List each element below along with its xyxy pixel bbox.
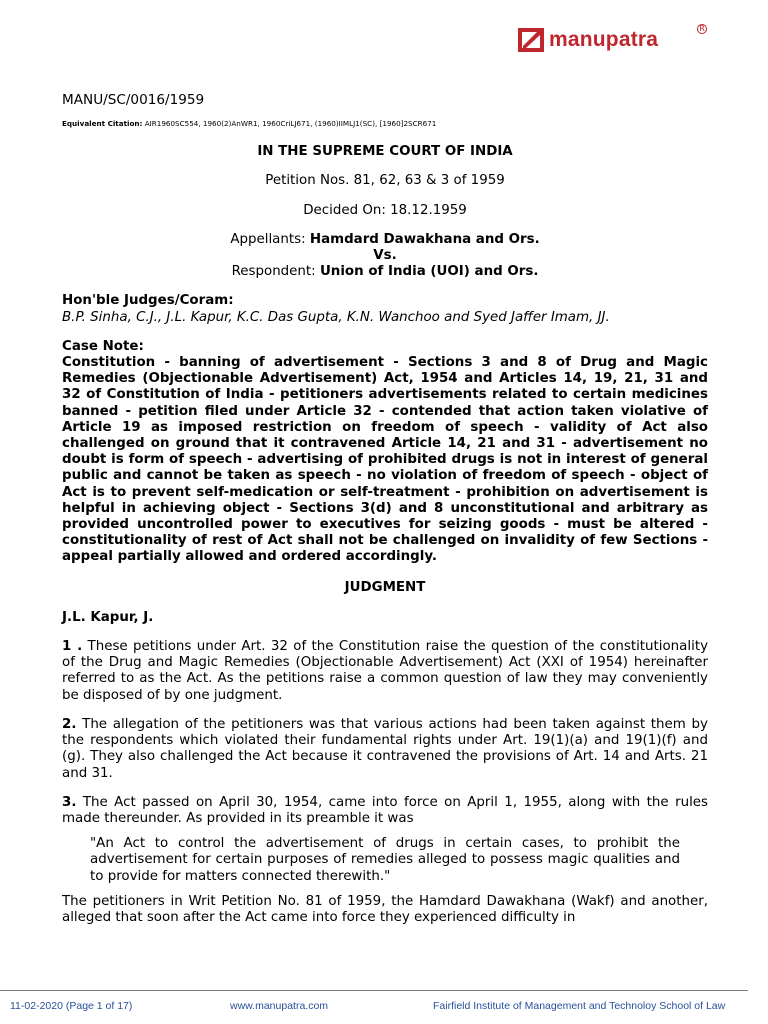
footer-divider xyxy=(0,990,748,991)
preamble-quote: "An Act to control the advertisement of drugs in certain cases, to prohibit the advertisement for certain purposes of remedies alleged to possess magic qualities and to provide for matters connected therewith." xyxy=(90,836,680,884)
court-name: IN THE SUPREME COURT OF INDIA xyxy=(257,144,513,160)
footer-date-page: 11-02-2020 (Page 1 of 17) xyxy=(10,1000,133,1012)
manupatra-logo-icon xyxy=(517,27,545,53)
case-note-heading: Case Note: xyxy=(62,338,144,354)
versus: Vs. xyxy=(373,248,397,264)
respondent-line xyxy=(62,264,708,280)
footer-licensee: Fairfield Institute of Management and Technoloy School of Law xyxy=(433,1000,726,1012)
paragraph-number: 2. xyxy=(62,716,77,732)
registered-mark-icon: R xyxy=(697,24,707,34)
respondent-value: Union of India (UOI) and Ors. xyxy=(319,264,539,280)
logo-wordmark: manupatra xyxy=(549,28,659,51)
parties xyxy=(62,232,708,281)
appellants-label: Appellants: xyxy=(230,231,306,247)
judge-author: J.L. Kapur, J. xyxy=(62,609,154,625)
paragraph-3: 3. The Act passed on April 30, 1954, came into force on April 1, 1955, along with the rules made thereunder. As provided in its preamble it was xyxy=(62,794,708,826)
document-body xyxy=(62,92,708,926)
equivalent-citation-label: Equivalent Citation: xyxy=(62,119,143,129)
paragraph-number: 3. xyxy=(62,794,77,810)
paragraph-number: 1 . xyxy=(62,639,83,655)
appellants-value: Hamdard Dawakhana and Ors. xyxy=(309,231,540,247)
judges-heading: Hon'ble Judges/Coram: xyxy=(62,293,234,309)
judgment-heading: JUDGMENT xyxy=(344,579,426,595)
paragraph-2: 2. The allegation of the petitioners was that various actions had been taken against them by the respondents which violated their fundamental rights under Art. 19(1)(a) and 19(1)(f) and (g). They also challenged the Act because it contravened the provisions of Art. 14 and Arts. 21 and 31. xyxy=(62,716,708,781)
equivalent-citation-value: AIR1960SC554, 1960(2)AnWR1, 1960CriLJ671, (1960)IIMLJ1(SC), [1960]2SCR671 xyxy=(144,119,437,129)
paragraph-4: The petitioners in Writ Petition No. 81 of 1959, the Hamdard Dawakhana (Wakf) and another, alleged that soon after the Act came into force they experienced difficulty in xyxy=(62,893,708,925)
decided-on: Decided On: 18.12.1959 xyxy=(303,202,467,218)
equivalent-citation xyxy=(62,119,708,128)
paragraph-1: 1 . These petitions under Art. 32 of the Constitution raise the question of the constitutionality of the Drug and Magic Remedies (Objectionable Advertisement) Act (XXI of 1954) hereinafter referred to as the Act. As the petitions raise a common question of law they may conveniently be disposed of by one judgment. xyxy=(62,639,708,703)
manupatra-logo xyxy=(517,26,707,54)
judges-names: B.P. Sinha, C.J., J.L. Kapur, K.C. Das Gupta, K.N. Wanchoo and Syed Jaffer Imam, JJ. xyxy=(62,309,610,325)
footer-website-link[interactable]: www.manupatra.com xyxy=(230,1000,329,1012)
petition-numbers: Petition Nos. 81, 62, 63 & 3 of 1959 xyxy=(265,173,505,189)
manu-citation: MANU/SC/0016/1959 xyxy=(62,92,205,108)
respondent-label: Respondent: xyxy=(231,264,316,280)
appellants-line xyxy=(62,232,708,248)
case-note-text: Constitution - banning of advertisement - Sections 3 and 8 of Drug and Magic Remedies (Objectionable Advertisement) Act, 1954 and Articles 14, 19, 21, 31 and 32 of Constitution of India - petitioners advertisements related to certain medicines banned - petition filed under Article 32 - contended that action taken violative of Article 19 as imposed restriction on freedom of speech - validity of Act also challenged on ground that it contravened Article 14, 21 and 31 - advertisement no doubt is form of speech - advertising of prohibited drugs is not in interest of general public and cannot be taken as speech - no violation of freedom of speech - object of Act is to prevent self-medication or self-treatment - prohibition on advertisement is helpful in achieving object - Sections 3(d) and 8 unconstitutional and arbitrary as provided uncontrolled power to executives for seizing goods - must be altered - constitutionality of rest of Act shall not be challenged on invalidity of few Sections - appeal partially allowed and ordered accordingly. xyxy=(62,355,708,565)
